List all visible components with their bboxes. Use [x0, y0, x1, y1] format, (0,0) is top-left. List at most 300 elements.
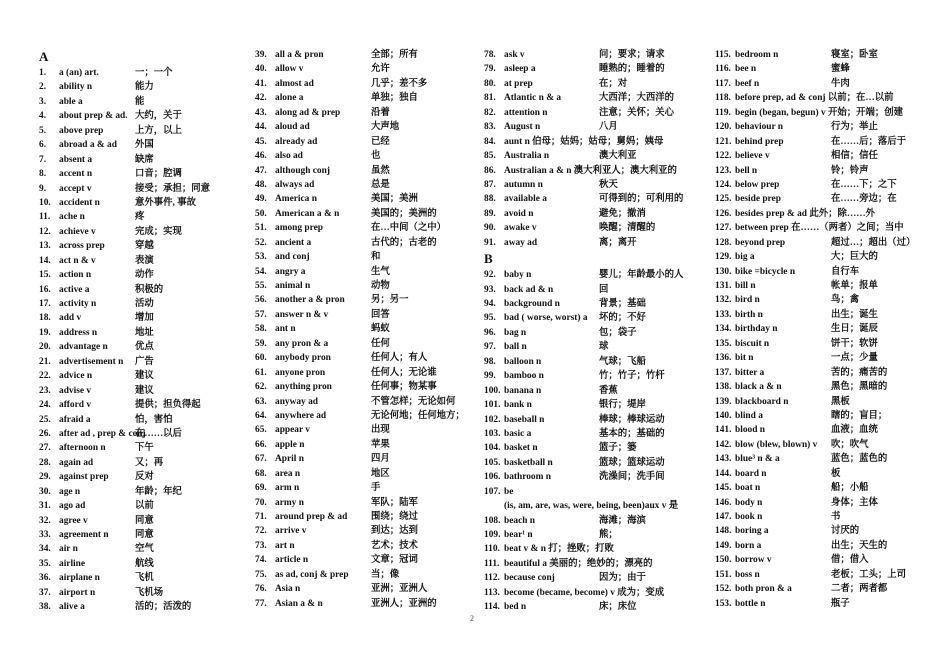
entry-meaning: 增加 — [135, 313, 154, 324]
entry-word: and conj — [275, 252, 310, 263]
entry-number: 105. — [484, 457, 501, 468]
entry-number: 20. — [39, 342, 51, 353]
entry-number: 103. — [484, 428, 501, 439]
entry-word: area n — [275, 468, 301, 479]
entry-number: 126. — [715, 208, 732, 219]
entry-meaning: 船；小船 — [831, 483, 869, 494]
entry-word: again ad — [59, 457, 94, 468]
entry-word: any pron & a — [275, 338, 329, 349]
entry-meaning: 同意 — [135, 530, 154, 540]
entry-number: 128. — [715, 237, 732, 248]
vocab-entry — [39, 355, 244, 369]
section-letter-heading: A — [39, 49, 49, 64]
vocab-entry — [255, 380, 470, 394]
entry-word: banana n — [504, 385, 542, 396]
vocab-entry — [255, 91, 470, 105]
entry-meaning: 因为；由于 — [599, 573, 646, 584]
vocab-entry — [255, 48, 470, 62]
entry-word: add v — [59, 313, 82, 324]
entry-word: bitter a — [735, 367, 765, 378]
entry-word: believe v — [735, 151, 770, 162]
entry-meaning: 意外事件, 事故 — [135, 197, 196, 208]
entry-word: arm n — [275, 483, 300, 494]
entry-meaning: 表演 — [135, 255, 154, 266]
entry-word: bear¹ n — [504, 530, 533, 540]
entry-meaning: 围绕；绕过 — [371, 512, 418, 522]
entry-meaning: 提供；担负得起 — [135, 400, 201, 411]
entry-number: 12. — [39, 226, 51, 237]
entry-meaning: 血液；血统 — [831, 425, 878, 436]
vocab-entry — [39, 239, 244, 253]
entry-number: 151. — [715, 569, 732, 580]
vocab-entry — [484, 135, 706, 149]
entry-word: allow v — [275, 64, 304, 75]
entry-meaning: 又；再 — [135, 457, 164, 468]
entry-meaning: 下午 — [135, 443, 154, 454]
entry-word: almost ad — [275, 78, 314, 89]
entry-meaning: 书 — [831, 512, 841, 522]
entry-number: 41. — [255, 78, 267, 89]
entry-number: 109. — [484, 530, 501, 540]
entry-meaning: 也 — [371, 151, 381, 162]
entry-word: blind a — [735, 410, 763, 421]
vocab-entry — [255, 597, 470, 611]
entry-word: absent a — [59, 154, 93, 165]
entry-meaning: 八月 — [599, 122, 618, 133]
vocab-entry — [255, 135, 470, 149]
entry-meaning: 蓝色；蓝色的 — [831, 454, 888, 465]
entry-number: 19. — [39, 327, 51, 338]
vocab-entry — [39, 182, 244, 196]
vocab-entry — [255, 553, 470, 567]
entry-number: 36. — [39, 573, 51, 584]
entry-word: alive a — [59, 602, 85, 613]
entry-number: 43. — [255, 107, 267, 118]
entry-number: 3. — [39, 96, 47, 107]
vocab-entry — [715, 568, 935, 582]
entry-meaning: 牛肉 — [831, 78, 850, 89]
entry-number: 48. — [255, 179, 267, 190]
entry-meaning: 板 — [831, 468, 841, 479]
vocab-entry — [39, 557, 244, 571]
entry-word: black a & n — [735, 382, 782, 393]
entry-word: bit n — [735, 353, 754, 364]
vocab-entry — [715, 467, 935, 481]
entry-number: 65. — [255, 425, 267, 436]
vocab-entry — [255, 539, 470, 553]
page-number: 2 — [470, 614, 474, 623]
entry-word: bottle n — [735, 598, 766, 609]
entry-word: bike =bicycle n — [735, 266, 796, 277]
entry-meaning: 在……旁边；在 — [831, 194, 897, 205]
entry-meaning: 能 — [135, 96, 145, 107]
entry-meaning: 上方，以上 — [135, 125, 182, 136]
vocab-entry — [715, 380, 935, 394]
entry-meaning: 疼 — [135, 212, 145, 223]
entry-number: 138. — [715, 382, 732, 393]
vocab-column-2 — [255, 48, 470, 611]
entry-meaning: 大；巨大的 — [831, 252, 878, 263]
vocab-entry — [484, 413, 706, 427]
entry-meaning: 出现 — [371, 425, 390, 436]
entry-word: anyone pron — [275, 367, 326, 378]
entry-number: 2. — [39, 82, 47, 93]
entry-number: 98. — [484, 356, 496, 367]
vocab-entry — [484, 120, 706, 134]
vocab-entry — [484, 91, 706, 105]
entry-meaning: 棒球；棒球运动 — [599, 414, 665, 425]
entry-number: 70. — [255, 497, 267, 508]
vocab-column-3 — [484, 48, 706, 615]
entry-word: become (became, become) v 成为；变成 — [504, 587, 665, 598]
vocab-entry — [715, 496, 935, 510]
entry-number: 61. — [255, 367, 267, 378]
entry-meaning: 大西洋；大西洋的 — [599, 93, 675, 104]
entry-number: 50. — [255, 208, 267, 219]
entry-word: animal n — [275, 281, 311, 291]
vocab-entry — [484, 149, 706, 163]
entry-meaning: 建议 — [135, 385, 154, 396]
vocab-entry — [484, 340, 706, 354]
entry-number: 111. — [484, 558, 500, 569]
entry-number: 117. — [715, 78, 731, 89]
entry-meaning: 能力 — [135, 82, 154, 93]
vocab-entry — [39, 225, 244, 239]
vocab-entry — [484, 456, 706, 470]
entry-word: baseball n — [504, 414, 545, 425]
entry-number: 13. — [39, 241, 51, 252]
entry-word: bank n — [504, 400, 532, 411]
vocab-entry — [255, 149, 470, 163]
vocab-entry — [484, 62, 706, 76]
vocab-entry — [39, 384, 244, 398]
entry-word: be — [504, 486, 514, 497]
entry-meaning: 四月 — [371, 454, 390, 465]
entry-word: basketball n — [504, 457, 553, 468]
entry-number: 124. — [715, 179, 732, 190]
entry-word: accident n — [59, 197, 100, 208]
entry-word: aloud ad — [275, 122, 310, 133]
entry-number: 150. — [715, 555, 732, 566]
vocab-entry — [715, 207, 935, 221]
vocab-entry — [484, 297, 706, 311]
entry-number: 148. — [715, 526, 732, 537]
entry-word: background n — [504, 299, 560, 309]
section-letter-heading: B — [484, 251, 493, 267]
entry-meaning: 手 — [371, 483, 381, 494]
entry-meaning: 地区 — [371, 468, 390, 479]
entry-number: 135. — [715, 338, 732, 349]
entry-word: alone a — [275, 93, 304, 104]
entry-word: available a — [504, 194, 547, 205]
entry-number: 95. — [484, 313, 496, 324]
entry-number: 143. — [715, 454, 732, 465]
entry-number: 86. — [484, 165, 496, 176]
entry-word: born a — [735, 540, 762, 551]
entry-number: 75. — [255, 569, 267, 580]
entry-word: big a — [735, 252, 755, 263]
entry-meaning: 飞机场 — [135, 587, 164, 598]
vocab-entry — [484, 542, 706, 556]
entry-word: beyond prep — [735, 237, 786, 248]
vocab-entry — [715, 178, 935, 192]
vocab-entry — [484, 571, 706, 585]
vocab-entry — [255, 250, 470, 264]
entry-meaning: 外国 — [135, 140, 154, 151]
entry-number: 127. — [715, 223, 732, 234]
entry-meaning: 大约，关于 — [135, 111, 182, 122]
vocab-entry — [484, 326, 706, 340]
entry-number: 152. — [715, 584, 732, 595]
entry-word: bamboo n — [504, 371, 544, 382]
entry-word: around prep & ad — [275, 512, 348, 522]
entry-number: 83. — [484, 122, 496, 133]
vocab-entry — [484, 398, 706, 412]
entry-meaning: 口音；腔调 — [135, 169, 182, 180]
entry-meaning: 离；离开 — [599, 237, 637, 248]
entry-number: 77. — [255, 598, 267, 609]
vocab-entry — [39, 485, 244, 499]
vocab-entry — [39, 542, 244, 556]
entry-meaning: 海滩；海滨 — [599, 515, 646, 526]
vocab-entry — [715, 597, 935, 611]
entry-word: afford v — [59, 400, 92, 411]
entry-word: answer n & v — [275, 309, 329, 320]
vocab-entry — [255, 221, 470, 235]
entry-word: advantage n — [59, 342, 108, 353]
entry-meaning: 洗澡间；洗手间 — [599, 472, 665, 483]
entry-number: 130. — [715, 266, 732, 277]
vocab-entry — [484, 369, 706, 383]
entry-word: beside prep — [735, 194, 781, 205]
entry-number: 28. — [39, 457, 51, 468]
entry-word: autumn n — [504, 179, 543, 190]
entry-number: 26. — [39, 428, 51, 439]
entry-meaning: 美国；美洲 — [371, 194, 418, 205]
entry-meaning: 另；另一 — [371, 295, 409, 306]
entry-number: 88. — [484, 194, 496, 205]
entry-word: angry a — [275, 266, 306, 277]
entry-meaning: 反对 — [135, 472, 154, 483]
vocab-entry — [39, 427, 244, 441]
entry-number: 17. — [39, 299, 51, 309]
vocab-entry — [484, 164, 706, 178]
entry-number: 84. — [484, 136, 496, 147]
vocab-entry — [39, 369, 244, 383]
entry-number: 125. — [715, 194, 732, 205]
vocab-entry — [39, 398, 244, 412]
entry-meaning: 床；床位 — [599, 602, 637, 613]
entry-word: (is, am, are, was, were, being, been)aux v 是 — [504, 501, 679, 512]
entry-meaning: 苹果 — [371, 439, 390, 450]
vocab-entry — [715, 77, 935, 91]
entry-meaning: 美国的；美洲的 — [371, 208, 437, 219]
entry-number: 24. — [39, 400, 51, 411]
entry-number: 140. — [715, 410, 732, 421]
entry-number: 74. — [255, 555, 267, 566]
entry-meaning: 一；一个 — [135, 68, 173, 78]
entry-number: 49. — [255, 194, 267, 205]
entry-meaning: 在；对 — [599, 78, 628, 89]
vocab-entry — [255, 496, 470, 510]
entry-meaning: 铃；铃声 — [831, 165, 869, 176]
vocab-entry — [484, 384, 706, 398]
entry-number: 6. — [39, 140, 47, 151]
entry-word: begin (began, begun) v 开始；开端；创建 — [735, 107, 903, 118]
entry-meaning: 讨厌的 — [831, 526, 860, 537]
vocab-entry — [255, 164, 470, 178]
entry-word: advertisement n — [59, 356, 124, 367]
vocab-entry — [255, 409, 470, 423]
entry-meaning: 接受；承担；同意 — [135, 183, 211, 194]
entry-word: activity n — [59, 299, 97, 309]
entry-number: 89. — [484, 208, 496, 219]
entry-number: 91. — [484, 237, 496, 248]
entry-meaning: 广告 — [135, 356, 154, 367]
vocab-entry — [715, 452, 935, 466]
entry-meaning: 全部；所有 — [371, 50, 418, 60]
entry-number: 137. — [715, 367, 732, 378]
vocab-entry — [484, 514, 706, 528]
entry-meaning: 怕，害怕 — [135, 414, 173, 425]
entry-number: 102. — [484, 414, 501, 425]
entry-number: 52. — [255, 237, 267, 248]
vocab-entry — [715, 221, 935, 235]
entry-word: ancient a — [275, 237, 312, 248]
vocab-entry — [255, 77, 470, 91]
entry-word: air n — [59, 544, 78, 555]
vocab-entry — [255, 452, 470, 466]
entry-meaning: 活动 — [135, 299, 154, 309]
entry-number: 113. — [484, 587, 500, 598]
vocab-entry — [715, 438, 935, 452]
entry-number: 94. — [484, 299, 496, 309]
entry-meaning: 自行车 — [831, 266, 860, 277]
vocab-entry — [39, 340, 244, 354]
entry-number: 69. — [255, 483, 267, 494]
entry-number: 27. — [39, 443, 51, 454]
vocab-entry — [484, 221, 706, 235]
vocab-entry — [39, 95, 244, 109]
entry-number: 42. — [255, 93, 267, 104]
entry-word: ability n — [59, 82, 93, 93]
entry-word: before prep, ad & conj 以前；在…以前 — [735, 93, 894, 104]
vocab-entry — [715, 149, 935, 163]
vocab-entry — [255, 308, 470, 322]
entry-number: 39. — [255, 50, 267, 60]
entry-meaning: 古代的；古老的 — [371, 237, 437, 248]
vocab-entry — [484, 236, 706, 250]
entry-word: advise v — [59, 385, 92, 396]
vocab-entry — [484, 192, 706, 206]
entry-word: anybody pron — [275, 353, 331, 364]
entry-word: avoid n — [504, 208, 534, 219]
entry-meaning: 一点；少量 — [831, 353, 878, 364]
entry-meaning: 黑板 — [831, 396, 850, 407]
entry-meaning: 问；要求；请求 — [599, 50, 665, 60]
entry-meaning: 和 — [371, 252, 381, 263]
entry-meaning: 篮子；篓 — [599, 443, 637, 454]
vocab-entry — [484, 485, 706, 499]
entry-meaning: 亚洲人；亚洲的 — [371, 598, 437, 609]
entry-word: art n — [275, 540, 295, 551]
entry-word: apple n — [275, 439, 305, 450]
entry-number: 96. — [484, 327, 496, 338]
entry-meaning: 动物 — [371, 281, 390, 291]
entry-number: 82. — [484, 107, 496, 118]
entry-number: 16. — [39, 284, 51, 295]
entry-number: 11. — [39, 212, 51, 223]
entry-number: 33. — [39, 530, 51, 540]
vocab-entry — [484, 427, 706, 441]
entry-word: army n — [275, 497, 304, 508]
entry-number: 104. — [484, 443, 501, 454]
entry-number: 121. — [715, 136, 732, 147]
entry-meaning: 当；像 — [371, 569, 400, 580]
entry-meaning: 动作 — [135, 270, 154, 281]
vocab-entry — [255, 582, 470, 596]
entry-word: between prep 在……（两者）之间；当中 — [735, 223, 904, 234]
entry-word: below prep — [735, 179, 780, 190]
entry-word: another a & pron — [275, 295, 345, 306]
vocab-entry — [39, 268, 244, 282]
vocab-entry — [715, 351, 935, 365]
entry-number: 106. — [484, 472, 501, 483]
entry-word: birthday n — [735, 324, 778, 335]
entry-number: 21. — [39, 356, 51, 367]
entry-word: abroad a & ad — [59, 140, 117, 151]
entry-word: although conj — [275, 165, 330, 176]
entry-word: across prep — [59, 241, 105, 252]
entry-number: 129. — [715, 252, 732, 263]
vocab-entry — [715, 308, 935, 322]
entry-number: 107. — [484, 486, 501, 497]
entry-word: advice n — [59, 371, 93, 382]
entry-meaning: 在…中间（之中） — [371, 223, 447, 234]
entry-meaning: 老板；工头；上司 — [831, 569, 907, 580]
vocab-entry — [255, 481, 470, 495]
entry-meaning: 基本的；基础的 — [599, 428, 665, 439]
entry-word: asleep a — [504, 64, 536, 75]
entry-meaning: 帐单；报单 — [831, 281, 878, 291]
entry-word: appear v — [275, 425, 310, 436]
vocab-entry — [39, 124, 244, 138]
entry-number: 149. — [715, 540, 732, 551]
entry-number: 22. — [39, 371, 51, 382]
entry-word: among prep — [275, 223, 324, 234]
entry-meaning: 缺席 — [135, 154, 154, 165]
vocab-entry — [715, 62, 935, 76]
entry-meaning: 任何人；无论谁 — [371, 367, 437, 378]
entry-word: all a & pron — [275, 50, 324, 60]
entry-word: bad ( worse, worst) a — [504, 313, 588, 324]
entry-meaning: 任何 — [371, 338, 390, 349]
entry-word: active a — [59, 284, 90, 295]
entry-number: 68. — [255, 468, 267, 479]
vocab-entry — [39, 600, 244, 614]
entry-word: because conj — [504, 573, 555, 584]
vocab-entry — [39, 297, 244, 311]
entry-meaning: 任何事；物某事 — [371, 382, 437, 393]
entry-word: ball n — [504, 342, 527, 353]
entry-word: always ad — [275, 179, 315, 190]
entry-number: 90. — [484, 223, 496, 234]
entry-word: Atlantic n & a — [504, 93, 562, 104]
entry-word: against prep — [59, 472, 109, 483]
entry-number: 56. — [255, 295, 267, 306]
entry-word: borrow v — [735, 555, 772, 566]
entry-word: bill n — [735, 281, 756, 291]
